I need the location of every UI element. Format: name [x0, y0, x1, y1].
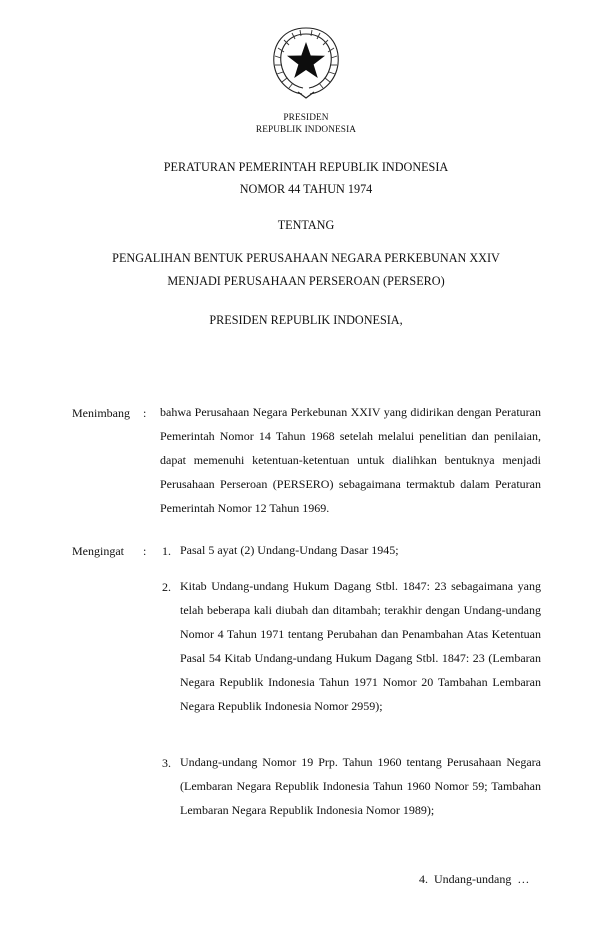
menimbang-colon: :: [143, 406, 147, 420]
tentang-heading: TENTANG: [277, 218, 335, 232]
regulation-number: NOMOR 44 TAHUN 1974: [239, 182, 373, 196]
mengingat-colon: :: [143, 544, 147, 558]
mengingat-item-1-text: Pasal 5 ayat (2) Undang-Undang Dasar 1945;: [180, 543, 399, 557]
regulation-title: PERATURAN PEMERINTAH REPUBLIK INDONESIA: [163, 160, 449, 174]
header-presiden: PRESIDEN: [283, 113, 329, 123]
header-republik-indonesia: REPUBLIK INDONESIA: [255, 125, 357, 135]
mengingat-item-3-text: Undang-undang Nomor 19 Prp. Tahun 1960 tentang Perusahaan Negara (Lembaran Negara Republik Indonesia Tahun 1960 Nomor 59; Tambahan Lembaran Negara Republik Indonesia Nomor 1989);: [180, 755, 541, 817]
presidential-emblem-icon: [266, 22, 346, 102]
page-continuation-marker: 4. Undang-undang …: [419, 872, 530, 886]
mengingat-item-2-number: 2.: [162, 580, 171, 594]
subject-line-2: MENJADI PERUSAHAAN PERSEROAN (PERSERO): [167, 274, 445, 288]
menimbang-label: Menimbang: [72, 406, 130, 420]
issuer-heading: PRESIDEN REPUBLIK INDONESIA,: [209, 313, 403, 327]
mengingat-item-3-number: 3.: [162, 756, 171, 770]
menimbang-text: bahwa Perusahaan Negara Perkebunan XXIV yang didirikan dengan Peraturan Pemerintah Nomor 14 Tahun 1968 setelah melalui penelitian dan penilaian, dapat memenuhi ketentuan-ketentuan untuk dialihkan bentuknya menjadi Perusahaan Perseroan (PERSERO) sebagaimana termaktub dalam Peraturan Pemerintah Nomor 12 Tahun 1969.: [160, 405, 541, 515]
subject-line-1: PENGALIHAN BENTUK PERUSAHAAN NEGARA PERKEBUNAN XXIV: [112, 251, 500, 265]
mengingat-item-1-number: 1.: [162, 544, 171, 558]
mengingat-item-2-text: Kitab Undang-undang Hukum Dagang Stbl. 1847: 23 sebagaimana yang telah beberapa kali diubah dan ditambah; terakhir dengan Undang-undang Nomor 4 Tahun 1971 tentang Perubahan dan Penambahan Atas Ketentuan Pasal 54 Kitab Undang-undang Hukum Dagang Stbl. 1847: 23 (Lembaran Negara Republik Indonesia Tahun 1971 Nomor 20 Tambahan Lembaran Negara Republik Indonesia Nomor 2959);: [180, 579, 541, 713]
mengingat-label: Mengingat: [72, 544, 124, 558]
